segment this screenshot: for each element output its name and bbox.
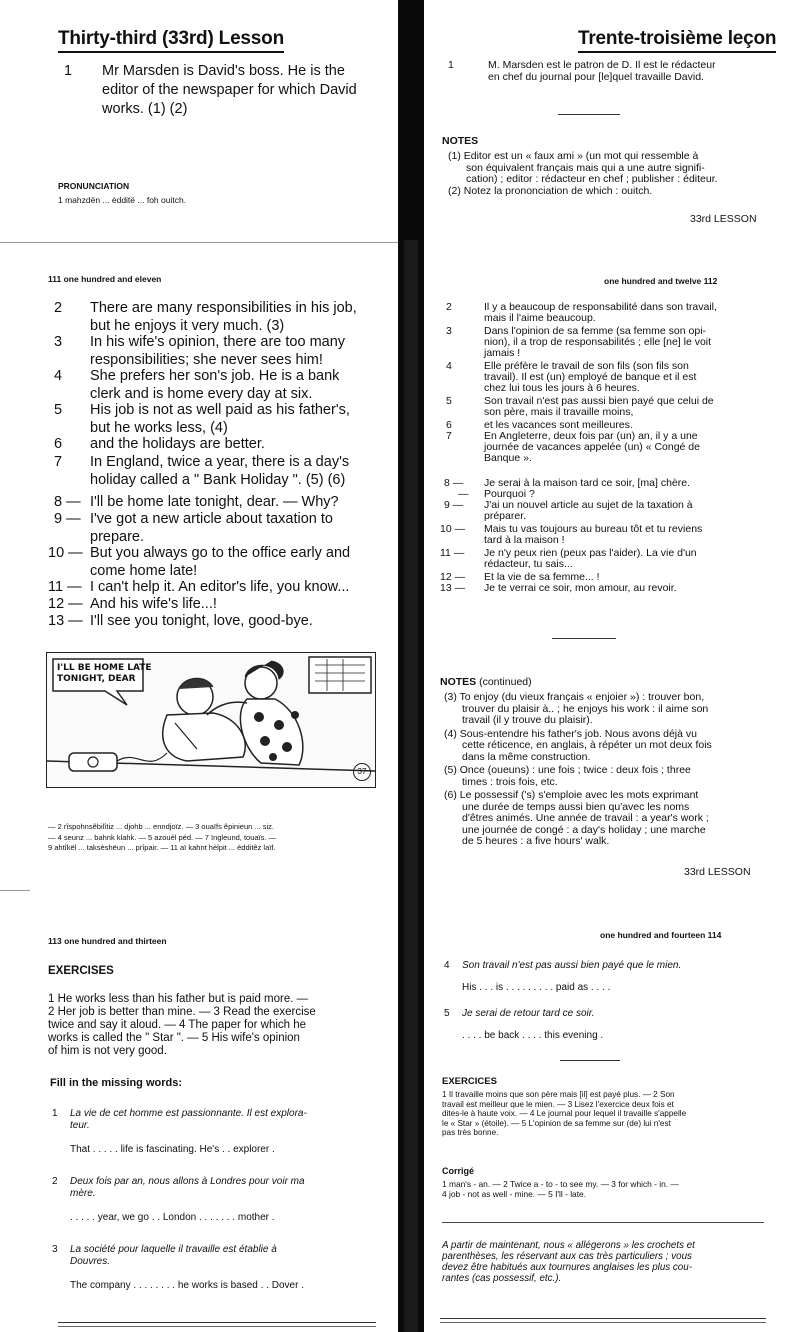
fill-5-number: 5 xyxy=(444,1008,450,1019)
exercices-line-3: dites-le à haute voix. — 4 Le journal pour lequel il travaille s'appelle xyxy=(442,1109,687,1119)
lesson-title-french: Trente-troisième leçon xyxy=(578,28,776,53)
exercises-line-1: 1 He works less than his father but is paid more. — xyxy=(48,993,309,1005)
fr-dialog-10-number: 10 — xyxy=(440,523,466,535)
fr-sentence-7-number: 7 xyxy=(446,430,452,442)
note-1-line-2: son équivalent français mais qui a une autre signifi- xyxy=(466,161,705,174)
fr-dialog-11-number: 11 — xyxy=(440,547,465,559)
comic-illustration xyxy=(46,652,376,788)
fr-sentence-7-line-3: Banque ». xyxy=(484,452,532,464)
exercices-line-5: pas très bonne. xyxy=(442,1128,499,1138)
fill-1-number: 1 xyxy=(52,1108,58,1119)
exercises-text xyxy=(48,993,316,1058)
sentence-5-line-1: His job is not as well paid as his father's, xyxy=(90,402,350,418)
fill-2-number: 2 xyxy=(52,1176,58,1187)
fill-2-french-1: Deux fois par an, nous allons à Londres pour voir ma xyxy=(70,1176,305,1187)
dialog-9-line-2: prepare. xyxy=(90,529,145,545)
fr-dialog-9-line-1: J'ai un nouvel article au sujet de la taxation à xyxy=(484,499,693,511)
sentence-1-line-2: editor of the newspaper for which David xyxy=(102,82,357,98)
fill-1-french-2: teur. xyxy=(70,1120,90,1131)
fill-3-french-2: Douvres. xyxy=(70,1256,111,1267)
sentence-1-line-3: works. (1) (2) xyxy=(102,101,188,117)
fr-sentence-3-line-2: nion), il a trop de responsabilités ; elle [ne] le voit xyxy=(484,336,712,348)
sentence-1-number: 1 xyxy=(64,63,73,79)
fr-dialog-8-line-1: Je serai à la maison tard ce soir, [ma] chère. xyxy=(484,477,691,489)
fr-dialog-8-number: 8 — xyxy=(444,477,464,489)
note-6-line-5: de 5 heures : a five hours' walk. xyxy=(462,835,610,847)
fr-dialog-9-line-2: préparer. xyxy=(484,510,527,522)
fill-title: Fill in the missing words: xyxy=(50,1077,183,1089)
notes-2-subtitle: (continued) xyxy=(476,676,532,688)
fill-4-number: 4 xyxy=(444,960,450,971)
pronunciation-2-line-3: 9 ahtîkël ... taksèshëun ... prîpair. — 11 aï kahnt hèlpit ... èdditêz laïf. xyxy=(48,843,276,852)
dialog-11-line-1: I can't help it. An editor's life, you know... xyxy=(90,579,350,595)
dialog-9-number: 9 — xyxy=(54,511,81,527)
rule-before-final xyxy=(442,1222,764,1223)
fill-1-french-1: La vie de cet homme est passionnante. Il est explora- xyxy=(70,1108,307,1119)
fr-sentence-2-line-1: Il y a beaucoup de responsabilité dans son travail, xyxy=(484,301,717,313)
dialog-12-line-1: And his wife's life...! xyxy=(90,596,217,612)
sentence-4-line-2: clerk and is home every day at six. xyxy=(90,386,313,402)
fr-sentence-4-line-1: Elle préfère le travail de son fils (son fils son xyxy=(484,360,689,372)
fr-sentence-7-line-1: En Angleterre, deux fois par (un) an, il y a une xyxy=(484,430,698,442)
corrige-line-2: 4 job - not as well - mine. — 5 I'll - late. xyxy=(442,1188,587,1199)
dialog-9-line-1: I've got a new article about taxation to xyxy=(90,511,333,527)
fr-sentence-3-line-1: Dans l'opinion de sa femme (sa femme son opi- xyxy=(484,325,707,337)
pronunciation-text: 1 mahzdën ... èdditë ... foh ouitch. xyxy=(58,195,187,205)
note-4-line-2: cette réticence, en anglais, à répéter un mot deux fois xyxy=(462,739,712,751)
note-4-line-3: dans la même construction. xyxy=(462,750,591,763)
fr-dialog-13-number: 13 — xyxy=(440,582,466,594)
sentence-5-line-2: but he works less, (4) xyxy=(90,420,228,436)
fr-sentence-1-number: 1 xyxy=(448,59,454,71)
corrige-text xyxy=(442,1180,679,1199)
fill-1-english: That . . . . . life is fascinating. He's . . explorer . xyxy=(70,1144,275,1155)
comic-speech-line-1: I'LL BE HOME LATE xyxy=(57,663,152,673)
fr-sentence-5-line-1: Son travail n'est pas aussi bien payé que celui de xyxy=(484,395,714,407)
fr-sentence-4-line-2: travail). Il est (un) employé de banque et il est xyxy=(484,371,697,383)
fr-sentence-2-line-2: mais il l'aime beaucoup. xyxy=(484,312,596,324)
fr-sentence-3-line-3: jamais ! xyxy=(484,347,521,359)
fr-sentence-4-line-3: chez lui tous les jours à 6 heures. xyxy=(484,382,640,394)
folio-113: 113 one hundred and thirteen xyxy=(48,936,167,946)
page-footer-rule-right-2 xyxy=(440,1322,766,1323)
sentence-2-number: 2 xyxy=(54,300,63,316)
signature-2: 33rd LESSON xyxy=(684,866,751,878)
dialog-13-line-1: I'll see you tonight, love, good-bye. xyxy=(90,613,313,629)
notes-2-title: NOTES xyxy=(440,676,477,688)
fill-4-french: Son travail n'est pas aussi bien payé que le mien. xyxy=(462,960,682,971)
final-note xyxy=(442,1240,695,1284)
exercises-line-2: 2 Her job is better than mine. — 3 Read the exercise xyxy=(48,1006,316,1018)
fr-dialog-10-line-1: Mais tu vas toujours au bureau tôt et tu reviens xyxy=(484,523,703,535)
folio-112: one hundred and twelve 112 xyxy=(604,276,718,286)
fill-3-english: The company . . . . . . . . he works is based . . Dover . xyxy=(70,1280,304,1291)
exercises-line-5: of him is not very good. xyxy=(48,1045,167,1057)
exercices-line-2: travail est meilleur que le mien. — 3 Lisez l'exercice deux fois et xyxy=(442,1099,674,1109)
corrige-title: Corrigé xyxy=(442,1166,475,1176)
exercices-line-1: 1 Il travaille moins que son père mais [il] est payé plus. — 2 Son xyxy=(442,1090,675,1099)
corrige-line-1: 1 man's - an. — 2 Twice a - to - to see my. — 3 for which - in. — xyxy=(442,1179,679,1189)
comic-speech-text xyxy=(57,663,152,685)
dialog-8-number: 8 — xyxy=(54,494,81,510)
fr-dialog-12-number: 12 — xyxy=(440,571,466,583)
sentence-3-line-2: responsibilities; she never sees him! xyxy=(90,352,323,368)
fr-sentence-6-number: 6 xyxy=(446,419,452,431)
fill-2-english: . . . . . year, we go . . London . . . . . . . mother . xyxy=(70,1212,275,1223)
page-footer-rule-left xyxy=(58,1322,376,1323)
pronunciation-title: PRONUNCIATION xyxy=(58,181,130,191)
note-1-line-3: cation) ; editor : rédacteur en chef ; publisher : éditeur. xyxy=(466,173,718,185)
folio-114: one hundred and fourteen 114 xyxy=(600,930,722,940)
exercises-line-4: works is called the " Star ". — 5 His wife's opinion xyxy=(48,1032,300,1044)
exercices-line-4: le « Star » (étoile). — 5 L'opinion de sa femme sur (de) lui n'est xyxy=(442,1118,671,1128)
dialog-12-number: 12 — xyxy=(48,596,83,612)
note-3-line-3: travail (il y trouve du plaisir). xyxy=(462,714,593,726)
sentence-4-line-1: She prefers her son's job. He is a bank xyxy=(90,368,340,384)
fr-dialog-9-number: 9 — xyxy=(444,499,464,511)
notes-2-list xyxy=(444,692,774,848)
page-divider xyxy=(0,242,398,243)
fill-3-number: 3 xyxy=(52,1244,58,1255)
separator-rule xyxy=(558,114,620,115)
comic-speech-line-2: TONIGHT, DEAR xyxy=(57,674,136,684)
sentence-1-line-1: Mr Marsden is David's boss. He is the xyxy=(102,63,345,79)
note-1-line-1: (1) Editor est un « faux ami » (un mot qui ressemble à xyxy=(448,150,699,162)
fill-3-french-1: La société pour laquelle il travaille est établie à xyxy=(70,1244,277,1255)
fill-5-french: Je serai de retour tard ce soir. xyxy=(462,1008,595,1019)
fr-sentence-5-line-2: son père, mais il travaille moins, xyxy=(484,406,634,418)
sentence-6-number: 6 xyxy=(54,436,63,452)
notes-2-heading xyxy=(440,676,532,688)
note-5-line-1: (5) Once (oueuns) : une fois ; twice : deux fois ; three xyxy=(444,764,691,776)
note-6-line-4: une journée de congé : a day's holiday ; une marche xyxy=(462,823,706,836)
note-6-line-2: une durée de temps aussi bien qu'avec les noms xyxy=(462,800,690,813)
fr-dialog-11-line-2: rédacteur, tu sais... xyxy=(484,558,573,570)
page-footer-rule-left-2 xyxy=(58,1326,376,1327)
sentence-4-number: 4 xyxy=(54,368,63,384)
fr-sentence-7-line-2: journée de vacances appelée (un) « Congé de xyxy=(484,441,700,453)
dialog-10-line-2: come home late! xyxy=(90,563,198,579)
note-6-line-1: (6) Le possessif ('s) s'emploie avec les mots exprimant xyxy=(444,789,699,801)
fr-sentence-1-line-2: en chef du journal pour [le]quel travaille David. xyxy=(488,71,704,83)
note-3-line-2: trouver du plaisir à.. ; he enjoys his work : il aime son xyxy=(462,702,709,715)
separator-rule-3 xyxy=(560,1060,620,1061)
comic-badge: 37 xyxy=(353,763,371,781)
pronunciation-2 xyxy=(48,822,276,854)
page-divider-mark xyxy=(0,890,30,891)
folio-111: 111 one hundred and eleven xyxy=(48,274,162,284)
page-footer-rule-right xyxy=(440,1318,766,1319)
dialog-13-number: 13 — xyxy=(48,613,83,629)
fr-dialog-11-line-1: Je n'y peux rien (peux pas l'aider). La vie d'un xyxy=(484,547,697,559)
fr-sentence-4-number: 4 xyxy=(446,360,452,372)
sentence-5-number: 5 xyxy=(54,402,63,418)
notes-list xyxy=(448,151,768,197)
sentence-7-line-1: In England, twice a year, there is a day's xyxy=(90,454,350,470)
sentence-2-line-1: There are many responsibilities in his job, xyxy=(90,300,357,316)
sentence-2-line-2: but he enjoys it very much. (3) xyxy=(90,318,285,334)
sentence-3-line-1: In his wife's opinion, there are too many xyxy=(90,334,346,350)
fr-dialog-8b-line-1: Pourquoi ? xyxy=(484,488,535,500)
dialog-11-number: 11 — xyxy=(48,579,82,595)
final-note-line-2: parenthèses, les réservant aux cas très particuliers ; vous xyxy=(442,1251,692,1262)
book-spine-shadow xyxy=(404,240,418,1332)
notes-title: NOTES xyxy=(442,135,479,147)
sentence-7-line-2: holiday called a " Bank Holiday ". (5) (6) xyxy=(90,472,346,488)
fr-sentence-5-number: 5 xyxy=(446,395,452,407)
fr-sentence-2-number: 2 xyxy=(446,301,452,313)
fill-2-french-2: mère. xyxy=(70,1188,96,1199)
fr-dialog-8b-dash: — xyxy=(458,488,469,500)
note-2: (2) Notez la prononciation de which : ouitch. xyxy=(448,184,653,197)
fr-sentence-6-line-1: et les vacances sont meilleures. xyxy=(484,419,633,431)
pronunciation-2-line-1: — 2 rîspohnsêbilîtiz ... djohb ... enndjoïz. — 3 ouaïfs êpinieun ... siz. xyxy=(48,822,274,831)
final-note-line-4: rantes (cas possessif, etc.). xyxy=(442,1273,562,1284)
dialog-10-number: 10 — xyxy=(48,545,83,561)
final-note-line-3: devez être habitués aux tournures anglaises les plus cou- xyxy=(442,1262,692,1273)
exercises-title: EXERCISES xyxy=(48,965,114,977)
note-3-line-1: (3) To enjoy (du vieux français « enjoier ») : trouver bon, xyxy=(444,691,705,703)
fr-dialog-12-line-1: Et la vie de sa femme... ! xyxy=(484,571,600,583)
separator-rule-2 xyxy=(552,638,616,639)
lesson-title: Thirty-third (33rd) Lesson xyxy=(58,28,284,53)
final-note-line-1: A partir de maintenant, nous « allégerons » les crochets et xyxy=(442,1240,695,1251)
exercices-text xyxy=(442,1090,686,1138)
fr-dialog-13-line-1: Je te verrai ce soir, mon amour, au revoir. xyxy=(484,582,677,594)
exercices-title: EXERCICES xyxy=(442,1076,497,1087)
fill-5-english: . . . . be back . . . . this evening . xyxy=(462,1030,604,1041)
fr-dialog-10-line-2: tard à la maison ! xyxy=(484,534,565,546)
dialog-10-line-1: But you always go to the office early and xyxy=(90,545,351,561)
note-5-line-2: times : trois fois, etc. xyxy=(462,775,558,788)
note-4-line-1: (4) Sous-entendre his father's job. Nous avons déjà vu xyxy=(444,727,697,740)
exercises-line-3: twice and say it aloud. — 4 The paper for which he xyxy=(48,1019,307,1031)
sentence-6-line-1: and the holidays are better. xyxy=(90,436,265,452)
fr-sentence-3-number: 3 xyxy=(446,325,452,337)
sentence-3-number: 3 xyxy=(54,334,63,350)
signature-1: 33rd LESSON xyxy=(690,213,757,225)
fr-sentence-1-line-1: M. Marsden est le patron de D. Il est le rédacteur xyxy=(488,59,716,71)
note-6-line-3: d'êtres animés. Une année de travail : a year's work ; xyxy=(462,812,709,824)
dialog-8-line-1: I'll be home late tonight, dear. — Why? xyxy=(90,494,339,510)
pronunciation-2-line-2: — 4 seunz ... bahnk klahk. — 5 azouèl péd. — 7 ïngleund, touaïs. — xyxy=(48,832,277,842)
fill-4-english: His . . . is . . . . . . . . . paid as . . . . xyxy=(462,982,611,993)
sentence-7-number: 7 xyxy=(54,454,63,470)
